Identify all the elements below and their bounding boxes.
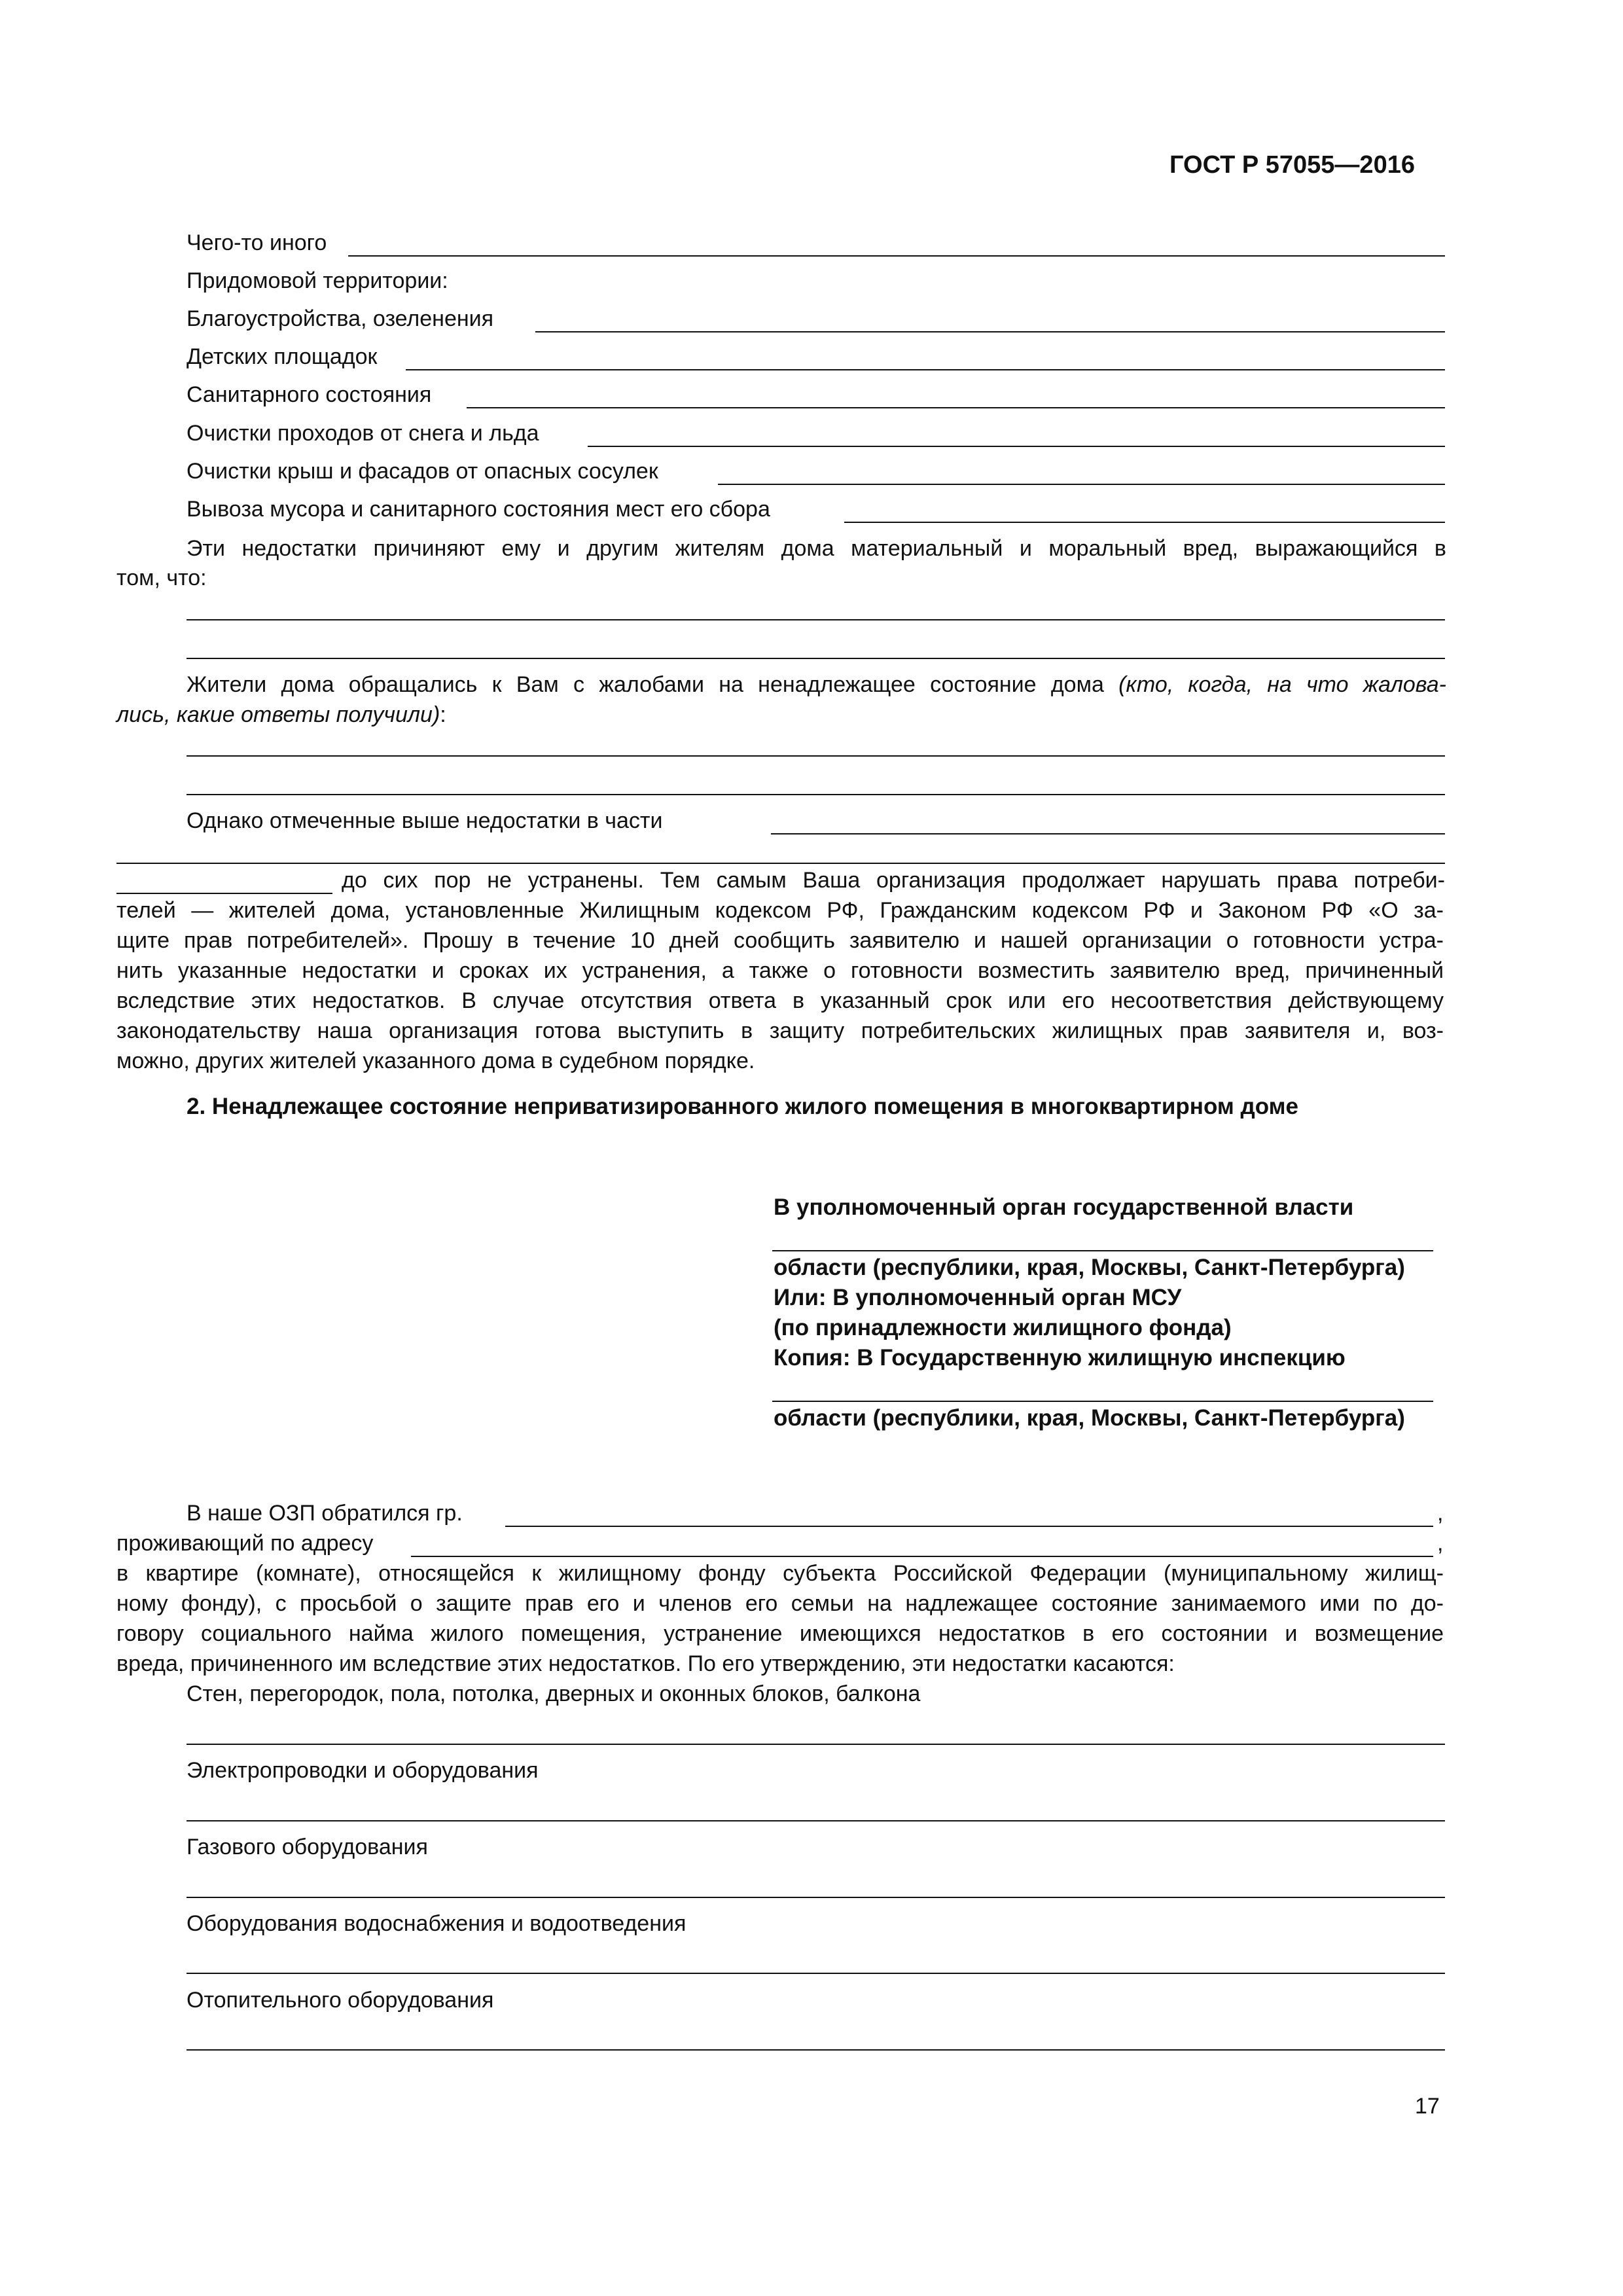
- appeal-address-field[interactable]: [411, 1556, 1433, 1557]
- harm-field-1[interactable]: [187, 619, 1445, 620]
- complaints-line-2: [116, 700, 446, 730]
- section-2-heading: 2. Ненадлежащее состояние неприватизированного жилого помещения в многоквартирном доме: [187, 1094, 1298, 1119]
- however-line-a: до сих пор не устранены. Тем самым Ваша организация продолжает нарушать права потреби-: [342, 868, 1445, 893]
- appeal-comma-1: ,: [1437, 1501, 1444, 1526]
- item-landscaping-field[interactable]: [535, 331, 1445, 332]
- addressee-field-1[interactable]: [772, 1250, 1433, 1251]
- addressee-line-6: области (республики, края, Москвы, Санкт-Петербурга): [774, 1405, 1405, 1431]
- item-snow-label: Очистки проходов от снега и льда: [187, 421, 539, 446]
- item-electrical-field[interactable]: [187, 1820, 1445, 1821]
- item-sanitary-label: Санитарного состояния: [187, 382, 432, 407]
- addressee-line-1: В уполномоченный орган государственной власти: [774, 1194, 1354, 1220]
- standard-code: ГОСТ Р 57055—2016: [1169, 151, 1415, 179]
- complaints-field-1[interactable]: [187, 755, 1445, 757]
- addressee-line-2: области (республики, края, Москвы, Санкт-Петербурга): [774, 1255, 1405, 1280]
- complaints-italic-1: (кто, когда, на что жалова-: [1118, 672, 1447, 697]
- however-field-3[interactable]: [116, 893, 332, 894]
- item-snow-field[interactable]: [588, 446, 1445, 447]
- appeal-line-3: в квартире (комнате), относящейся к жилищному фонду субъекта Российской Федерации (муниципальному жилищ-: [116, 1561, 1444, 1586]
- however-field-1[interactable]: [771, 833, 1445, 834]
- however-line-d: нить указанные недостатки и сроках их устранения, а также о готовности возместить заявителю вред, причиненный: [116, 958, 1444, 983]
- however-line-e: вследствие этих недостатков. В случае отсутствия ответа в указанный срок или его несоответствия действующему: [116, 988, 1444, 1013]
- harm-line-2: том, что:: [116, 565, 207, 590]
- item-heating-label: Отопительного оборудования: [187, 1988, 494, 2013]
- appeal-line-5: говору социального найма жилого помещения, устранение имеющихся недостатков в его состоянии и возмещение: [116, 1621, 1444, 1646]
- complaints-text: Жители дома обращались к Вам с жалобами на ненадлежащее состояние дома: [187, 672, 1119, 697]
- addressee-line-3: Или: В уполномоченный орган МСУ: [774, 1285, 1182, 1310]
- page-number: 17: [1415, 2094, 1440, 2119]
- item-playgrounds-label: Детских площадок: [187, 344, 378, 369]
- item-water-field[interactable]: [187, 1973, 1445, 1974]
- however-field-2[interactable]: [116, 863, 1445, 864]
- appeal-name-field[interactable]: [505, 1526, 1433, 1527]
- item-garbage-field[interactable]: [844, 522, 1445, 523]
- appeal-line-1: В наше ОЗП обратился гр.: [187, 1501, 463, 1526]
- addressee-line-5: Копия: В Государственную жилищную инспекцию: [774, 1345, 1346, 1371]
- addressee-line-4: (по принадлежности жилищного фонда): [774, 1315, 1232, 1340]
- however-line-b: телей — жителей дома, установленные Жилищным кодексом РФ, Гражданским кодексом РФ и Законом РФ «О за-: [116, 898, 1444, 923]
- item-landscaping-label: Благоустройства, озеленения: [187, 306, 494, 331]
- item-gas-label: Газового оборудования: [187, 1835, 428, 1859]
- item-walls-field[interactable]: [187, 1744, 1445, 1745]
- item-icicles-label: Очистки крыш и фасадов от опасных сосулек: [187, 459, 658, 484]
- harm-line-1: Эти недостатки причиняют ему и другим жителям дома материальный и моральный вред, выражающийся в: [187, 536, 1446, 561]
- item-sanitary-field[interactable]: [467, 407, 1445, 408]
- item-other-label: Чего-то иного: [187, 230, 327, 255]
- item-electrical-label: Электропроводки и оборудования: [187, 1758, 539, 1783]
- however-line-c: щите прав потребителей». Прошу в течение 10 дней сообщить заявителю и нашей организации о готовности устра-: [116, 928, 1444, 953]
- complaints-line-1: [187, 670, 1446, 700]
- complaints-italic-2: лись, какие ответы получили): [116, 702, 440, 727]
- however-line-f: законодательству наша организация готова выступить в защиту потребительских жилищных прав заявителя и, воз-: [116, 1018, 1444, 1043]
- territory-heading: Придомовой территории:: [187, 268, 448, 293]
- addressee-field-2[interactable]: [772, 1401, 1433, 1402]
- item-garbage-label: Вывоза мусора и санитарного состояния мест его сбора: [187, 497, 770, 522]
- item-icicles-field[interactable]: [718, 484, 1445, 485]
- item-other-field[interactable]: [348, 255, 1445, 257]
- however-line-g: можно, других жителей указанного дома в судебном порядке.: [116, 1049, 755, 1073]
- item-gas-field[interactable]: [187, 1897, 1445, 1898]
- appeal-line-2: проживающий по адресу: [116, 1531, 374, 1556]
- however-line-1: Однако отмеченные выше недостатки в части: [187, 808, 663, 833]
- item-walls-label: Стен, перегородок, пола, потолка, дверных и оконных блоков, балкона: [187, 1681, 921, 1706]
- harm-field-2[interactable]: [187, 658, 1445, 659]
- appeal-line-6: вреда, причиненного им вследствие этих недостатков. По его утверждению, эти недостатки касаются:: [116, 1651, 1175, 1676]
- appeal-comma-2: ,: [1437, 1531, 1444, 1556]
- complaints-tail: :: [440, 702, 446, 727]
- appeal-line-4: ному фонду), с просьбой о защите прав его и членов его семьи на надлежащее состояние занимаемого ими по до-: [116, 1591, 1444, 1616]
- item-water-label: Оборудования водоснабжения и водоотведения: [187, 1911, 687, 1936]
- item-heating-field[interactable]: [187, 2049, 1445, 2051]
- complaints-field-2[interactable]: [187, 794, 1445, 795]
- item-playgrounds-field[interactable]: [406, 369, 1445, 370]
